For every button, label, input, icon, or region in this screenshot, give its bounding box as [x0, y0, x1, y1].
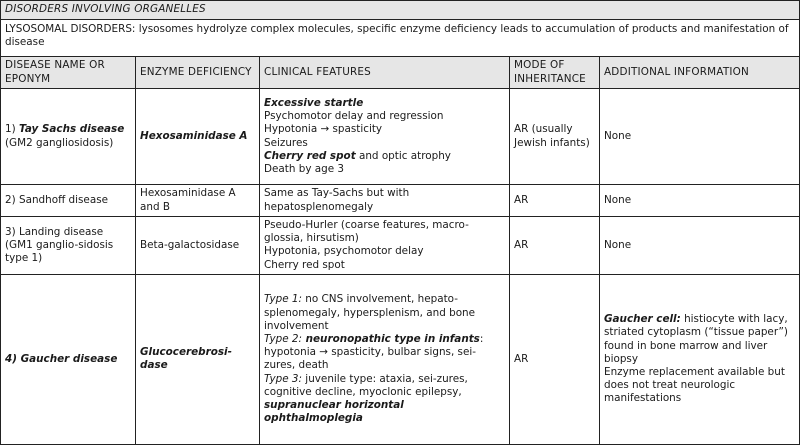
header-row [1, 57, 800, 89]
inheritance-cell: AR (usually Jewish infants) [510, 89, 600, 185]
additional-cell: None [600, 217, 800, 275]
column-header-features: CLINICAL FEATURES [260, 57, 510, 89]
type-text: no CNS involvement, hepato-splenomegaly, hypersplenism, and bone involvement [264, 293, 476, 332]
enzyme-cell: Beta-galactosidase [136, 217, 260, 275]
disease-name-cell [1, 217, 136, 275]
feature-line: Seizures [264, 136, 308, 149]
table-row-sandhoff [1, 185, 800, 217]
feature-type-1 [264, 293, 505, 333]
inheritance-cell: AR [510, 217, 600, 275]
enzyme-cell: Glucocerebrosi-dase [136, 274, 260, 444]
features-cell: Same as Tay-Sachs but with hepatosplenomegaly [260, 185, 510, 217]
inheritance-cell: AR [510, 274, 600, 444]
section-title: DISORDERS INVOLVING ORGANELLES [1, 1, 800, 20]
disease-name-detail: (GM2 gangliosidosis) [5, 136, 114, 149]
additional-cell: None [600, 185, 800, 217]
table-row-gaucher [1, 274, 800, 444]
feature-type-3 [264, 373, 505, 426]
table-row-landing [1, 217, 800, 275]
type-emphasis: supranuclear horizontal ophthalmoplegia [264, 398, 404, 425]
column-header-enzyme: ENZYME DEFICIENCY [136, 57, 260, 89]
subsection-description [1, 20, 800, 57]
feature-line: Hypotonia, psychomotor delay [264, 245, 424, 258]
additional-cell [600, 274, 800, 444]
feature-line [264, 150, 505, 163]
type-emphasis: neuronopathic type in infants [302, 332, 480, 345]
disease-name: Gaucher disease [20, 352, 118, 365]
feature-line: Psychomotor delay and regression [264, 110, 444, 123]
features-cell [260, 89, 510, 185]
note-text: histiocyte with lacy, striated cytoplasm (“tissue paper”) found in bone marrow and liver biopsy [604, 313, 788, 365]
column-header-disease: DISEASE NAME OR EPONYM [1, 57, 136, 89]
feature-line: Pseudo-Hurler (coarse features, macro-glossia, hirsutism) [264, 219, 469, 245]
feature-emphasis: Cherry red spot [264, 149, 356, 162]
feature-text: and optic atrophy [355, 149, 451, 162]
feature-line: Excessive startle [264, 96, 364, 109]
type-label: Type 3: [264, 372, 302, 385]
feature-line: Death by age 3 [264, 162, 345, 175]
additional-cell: None [600, 89, 800, 185]
type-label: Type 1: [264, 293, 302, 306]
note-label: Gaucher cell: [604, 313, 681, 326]
section-title-row [1, 1, 800, 20]
disease-name: Landing disease (GM1 ganglio-sidosis type 1) [5, 225, 114, 264]
row-number: 1) [5, 123, 16, 136]
enzyme-replacement-note: Enzyme replacement available but does not treat neurologic manifestations [604, 365, 785, 405]
disease-name-cell [1, 274, 136, 444]
disease-name: Tay Sachs disease [18, 123, 125, 136]
row-number: 2) [5, 193, 16, 206]
type-text: juvenile type: ataxia, sei-zures, cognitive decline, myoclonic epilepsy, [264, 372, 468, 398]
column-header-additional: ADDITIONAL INFORMATION [600, 57, 800, 89]
enzyme-cell: Hexosaminidase A and B [136, 185, 260, 217]
subsection-text: lysosomes hydrolyze complex molecules, specific enzyme deficiency leads to accumulation of products and manifestation of disease [5, 23, 789, 49]
table-row-tay-sachs [1, 89, 800, 185]
disease-name-cell [1, 89, 136, 185]
type-label: Type 2: [264, 332, 302, 345]
row-number: 3) [5, 225, 16, 238]
type-text: : hypotonia → spasticity, bulbar signs, sei-zures, death [264, 332, 484, 372]
column-header-inheritance: MODE OF INHERITANCE [510, 57, 600, 89]
subsection-label: LYSOSOMAL DISORDERS: [5, 23, 136, 35]
enzyme-cell: Hexosaminidase A [136, 89, 260, 185]
disease-name-cell [1, 185, 136, 217]
inheritance-cell: AR [510, 185, 600, 217]
features-cell [260, 274, 510, 444]
feature-line: Cherry red spot [264, 258, 345, 271]
features-cell [260, 217, 510, 275]
feature-line: Hypotonia → spasticity [264, 123, 383, 136]
disease-name: Sandhoff disease [18, 193, 108, 206]
gaucher-cell-note [604, 313, 795, 366]
row-number: 4) [5, 352, 17, 365]
subsection-row [1, 20, 800, 57]
feature-type-2 [264, 333, 505, 373]
